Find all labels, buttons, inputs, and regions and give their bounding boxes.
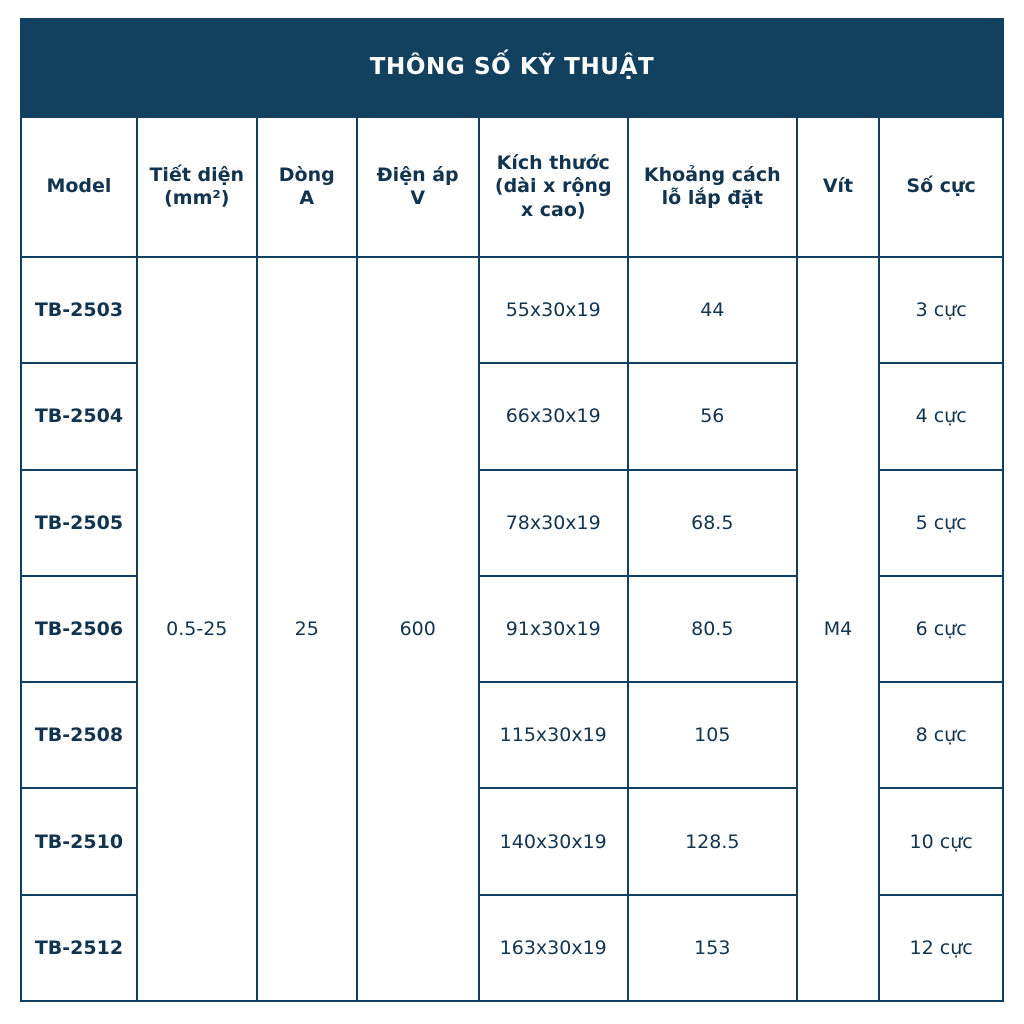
cell-poles: 6 cực [879, 576, 1003, 682]
cell-model: TB-2510 [21, 788, 137, 894]
cell-poles: 12 cực [879, 895, 1003, 1001]
column-header-current: Dòng A [257, 117, 357, 257]
cell-model: TB-2506 [21, 576, 137, 682]
cell-hole-distance: 68.5 [628, 470, 797, 576]
column-header-hole-distance: Khoảng cách lỗ lắp đặt [628, 117, 797, 257]
cell-dimensions: 91x30x19 [479, 576, 628, 682]
table-header-row [21, 117, 1003, 257]
cell-dimensions: 55x30x19 [479, 257, 628, 363]
specifications-table [20, 116, 1004, 1002]
cell-hole-distance: 105 [628, 682, 797, 788]
column-header-dimensions: Kích thước (dài x rộng x cao) [479, 117, 628, 257]
cell-hole-distance: 128.5 [628, 788, 797, 894]
table-body [21, 257, 1003, 1001]
cell-poles: 5 cực [879, 470, 1003, 576]
cell-voltage-merged: 600 [357, 257, 479, 1001]
cell-model: TB-2504 [21, 363, 137, 469]
column-header-voltage: Điện áp V [357, 117, 479, 257]
cell-screw-merged: M4 [797, 257, 879, 1001]
table-row [21, 257, 1003, 363]
cell-model: TB-2503 [21, 257, 137, 363]
cell-poles: 3 cực [879, 257, 1003, 363]
cell-hole-distance: 153 [628, 895, 797, 1001]
column-header-poles: Số cực [879, 117, 1003, 257]
cell-poles: 4 cực [879, 363, 1003, 469]
cell-dimensions: 115x30x19 [479, 682, 628, 788]
cell-model: TB-2508 [21, 682, 137, 788]
cell-hole-distance: 44 [628, 257, 797, 363]
cell-dimensions: 140x30x19 [479, 788, 628, 894]
cell-model: TB-2505 [21, 470, 137, 576]
cell-current-merged: 25 [257, 257, 357, 1001]
table-header [21, 117, 1003, 257]
cell-cross-section-merged: 0.5-25 [137, 257, 257, 1001]
cell-poles: 8 cực [879, 682, 1003, 788]
cell-dimensions: 78x30x19 [479, 470, 628, 576]
cell-dimensions: 66x30x19 [479, 363, 628, 469]
cell-poles: 10 cực [879, 788, 1003, 894]
column-header-model: Model [21, 117, 137, 257]
cell-model: TB-2512 [21, 895, 137, 1001]
cell-hole-distance: 80.5 [628, 576, 797, 682]
column-header-cross-section: Tiết diện (mm²) [137, 117, 257, 257]
page-title: THÔNG SỐ KỸ THUẬT [20, 18, 1004, 116]
cell-hole-distance: 56 [628, 363, 797, 469]
cell-dimensions: 163x30x19 [479, 895, 628, 1001]
column-header-screw: Vít [797, 117, 879, 257]
